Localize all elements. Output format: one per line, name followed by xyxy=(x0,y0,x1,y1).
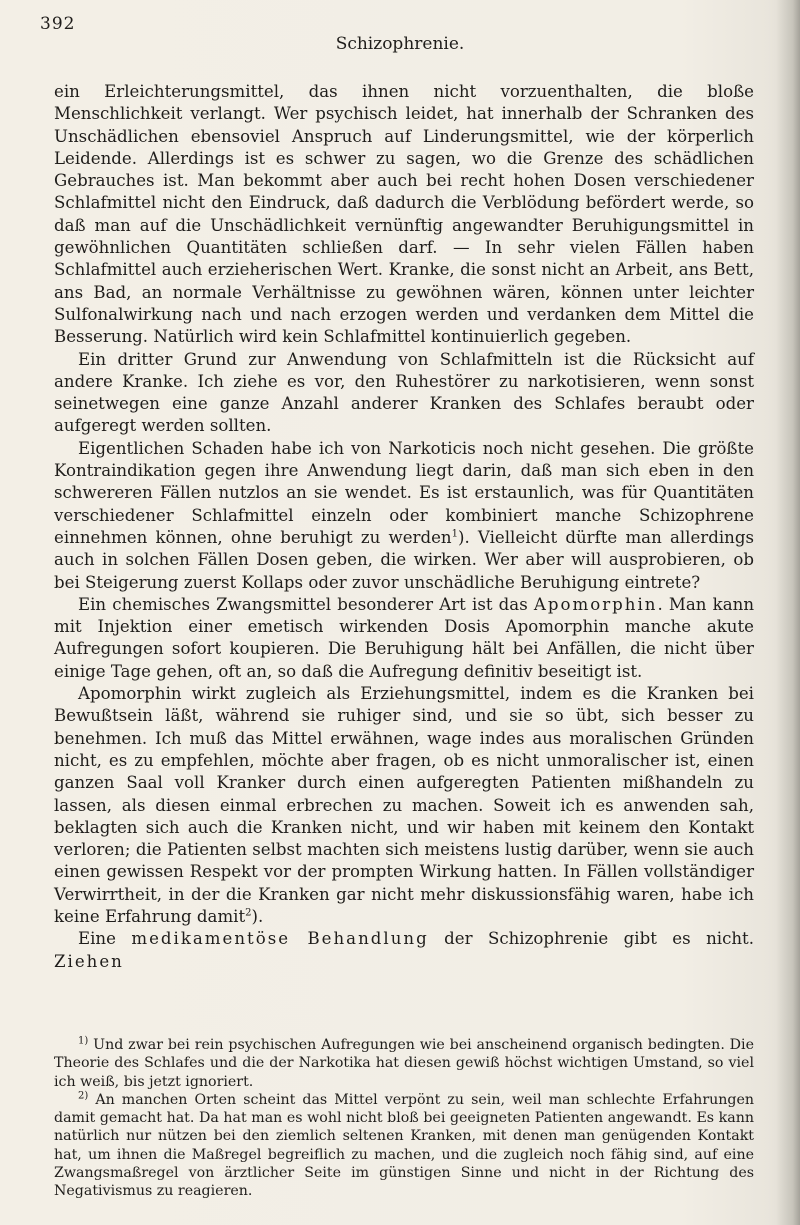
paragraph-4-text-a: Ein chemisches Zwangsmittel besonderer Art ist das xyxy=(78,594,534,614)
footnote-ref-1[interactable]: 1 xyxy=(451,528,458,540)
term-medikamentoese-behandlung: medikamentöse Behandlung xyxy=(131,929,429,949)
term-apomorphin: Apomorphin xyxy=(533,594,658,614)
term-ziehen: Ziehen xyxy=(54,951,124,971)
paragraph-5-text-b: ). xyxy=(251,906,264,926)
main-text xyxy=(54,81,754,973)
footnote-1-text: Und zwar bei rein psychischen Aufregungen wie bei anscheinend organisch bedingten. Die Theorie des Schlafes und die der Narkotika hat diesen gewiß höchst wichtigen Umstand, so viel ich weiß, bis jetzt ignoriert. xyxy=(54,1037,754,1090)
paragraph-3 xyxy=(54,438,754,594)
running-head: Schizophrenie. xyxy=(335,34,465,54)
footnote-1 xyxy=(54,1036,754,1091)
footnote-ref-2[interactable]: 2 xyxy=(245,907,252,919)
footnote-2-mark: 2) xyxy=(78,1090,89,1102)
footnote-2-text: An manchen Orten scheint das Mittel verpönt zu sein, weil man schlechte Erfahrungen damit gemacht hat. Da hat man es wohl nicht bloß bei geeigneten Patienten angewandt. Es kann natürlich nur nützen bei den ziemlich seltenen Kranken, mit denen man genügenden Kontakt hat, um ihnen die Maßregel begreiflich zu machen, und die zugleich noch fähig sind, auf eine Zwangsmaßregel von ärztlicher Seite im günstigen Sinne und nicht in der Richtung des Negativismus zu reagieren. xyxy=(54,1091,754,1200)
paragraph-6 xyxy=(54,928,754,973)
footnotes xyxy=(54,1036,754,1201)
paragraph-2: Ein dritter Grund zur Anwendung von Schlafmitteln ist die Rücksicht auf andere Kranke. Ich ziehe es vor, den Ruhestörer zu narkotisieren, wenn sonst seinetwegen eine ganze Anzahl anderer Kranken des Schlafes beraubt oder aufgeregt werden sollten. xyxy=(54,349,754,436)
paragraph-6-text-a: Eine xyxy=(78,929,132,949)
footnote-1-mark: 1) xyxy=(78,1035,89,1047)
paragraph-5 xyxy=(54,683,754,928)
paragraph-3-text-a: Eigentlichen Schaden habe ich von Narkoticis noch nicht gesehen. Die größte Kontraindikation gegen ihre Anwendung liegt darin, daß man sich eben in den schwereren Fällen nutzlos an sie wendet. Es ist erstaunlich, was für Quantitäten verschiedener Schlafmittel einzeln oder kombiniert manche Schizophrene einnehmen können, ohne beruhigt zu werden xyxy=(54,438,754,547)
page-edge-shadow xyxy=(776,0,800,1225)
paragraph-4-text-b: . Man kann mit Injektion einer emetisch wirkenden Dosis Apomorphin manche akute Aufregungen sofort koupieren. Die Beruhigung hält bei Anfällen, die nicht über einige Tage gehen, oft an, so daß die Aufregung definitiv beseitigt ist. xyxy=(54,594,755,681)
paragraph-6-text-b: der Schizophrenie gibt es nicht. xyxy=(428,929,755,949)
page-number: 392 xyxy=(40,14,76,34)
paragraph-1: ein Erleichterungsmittel, das ihnen nicht vorzuenthalten, die bloße Menschlichkeit verlangt. Wer psychisch leidet, hat innerhalb der Schranken des Unschädlichen ebensoviel Anspruch auf Linderungsmittel, wie der körperlich Leidende. Allerdings ist es schwer zu sagen, wo die Grenze des schädlichen Gebrauches ist. Man bekommt aber auch bei recht hohen Dosen verschiedener Schlafmittel nicht den Eindruck, daß dadurch die Verblödung befördert werde, so daß man auf die Unschädlichkeit vernünftig angewandter Beruhigungsmittel in gewöhnlichen Quantitäten schließen darf. — In sehr vielen Fällen haben Schlafmittel auch erzieherischen Wert. Kranke, die sonst nicht an Arbeit, ans Bett, ans Bad, an normale Verhältnisse zu gewöhnen wären, können unter leichter Sulfonalwirkung nach und nach erzogen werden und verdanken dem Mittel die Besserung. Natürlich wird kein Schlafmittel kontinuierlich gegeben. xyxy=(54,82,754,347)
paragraph-5-text-a: Apomorphin wirkt zugleich als Erziehungsmittel, indem es die Kranken bei Bewußtsein läßt, während sie ruhiger sind, und sie so übt, sich besser zu benehmen. Ich muß das Mittel erwähnen, wage indes aus moralischen Gründen nicht, es zu empfehlen, möchte aber fragen, ob es nicht unmoralischer ist, einen ganzen Saal voll Kranker durch einen aufgeregten Patienten mißhandeln zu lassen, als diesen einmal erbrechen zu machen. Soweit ich es anwenden sah, beklagten sich auch die Kranken nicht, und wir haben mit keinem den Kontakt verloren; die Patienten selbst machten sich meistens lustig darüber, wenn sie auch einen gewissen Respekt vor der prompten Wirkung hatten. In Fällen vollständiger Verwirrtheit, in der die Kranken gar nicht mehr diskussionsfähig waren, habe ich keine Erfahrung damit xyxy=(54,684,754,926)
footnote-2 xyxy=(54,1091,754,1201)
paragraph-3-text-b: ). Vielleicht dürfte man allerdings auch in solchen Fällen Dosen geben, die wirken. Wer aber will ausprobieren, ob bei Steigerung zuerst Kollaps oder zuvor unschädliche Beruhigung eintrete? xyxy=(54,527,754,592)
paragraph-4 xyxy=(54,594,754,683)
